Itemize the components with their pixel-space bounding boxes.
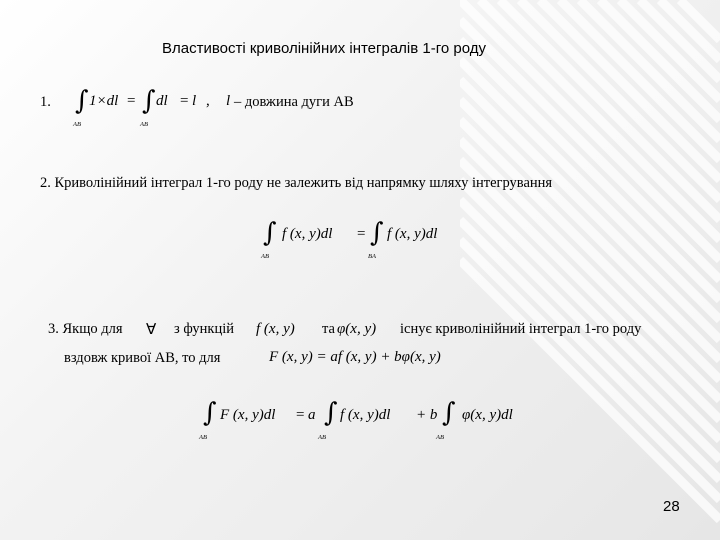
item3-eq: = (296, 407, 305, 423)
slide-title: Властивості криволінійних інтегралів 1-го роду (162, 40, 487, 57)
integral-sign: ∫ (142, 86, 156, 116)
item3-plus-b: + b (416, 407, 438, 423)
item3-phi-expr: φ(x, y) (337, 321, 377, 337)
integral-sign: ∫ (324, 398, 338, 428)
item3-integral-sub-3: AB (436, 434, 444, 441)
item3-text-exists: існує криволінійний інтеграл 1-го роду (400, 321, 642, 337)
item1-number: 1. (40, 94, 51, 110)
item3-coef-a: a (308, 407, 316, 423)
item3-f-expr: f (x, y) (256, 321, 295, 337)
item3-and-word: та (322, 321, 335, 337)
item2-integral-sub-1: AB (261, 253, 269, 260)
item1-rhs: l (192, 93, 197, 109)
item2-rhs: f (x, y)dl (387, 226, 438, 242)
item3-rhs: φ(x, y)dl (462, 407, 513, 423)
integral-sign: ∫ (203, 398, 217, 428)
integral-sign: ∫ (263, 218, 277, 248)
item3-integral-sub-2: AB (318, 434, 326, 441)
item1-lhs: 1×dl (89, 93, 119, 109)
item1-mid: dl (156, 93, 168, 109)
item2-eq: = (357, 226, 366, 242)
integral-sign: ∫ (75, 86, 89, 116)
item3-text-start: 3. Якщо для (48, 321, 123, 337)
item1-eq2: = (180, 93, 189, 109)
page-number: 28 (663, 498, 680, 515)
integral-sign: ∫ (370, 218, 384, 248)
item3-text-line2: вздовж кривої АВ, то для (64, 350, 221, 366)
item3-F-definition: F (x, y) = af (x, y) + bφ(x, y) (269, 349, 441, 365)
item3-text-funcs: з функцій (174, 321, 234, 337)
decorative-diagonal-stripes (460, 0, 720, 540)
integral-sign: ∫ (442, 398, 456, 428)
item3-integral-sub-1: AB (199, 434, 207, 441)
item1-def-var: l (226, 93, 231, 109)
item1-def-text: – довжина дуги АВ (234, 94, 354, 110)
item2-text: 2. Криволінійний інтеграл 1-го роду не залежить від напрямку шляху інтегрування (40, 175, 553, 191)
item2-integral-sub-2: BA (368, 253, 376, 260)
item3-mid: f (x, y)dl (340, 407, 391, 423)
item1-comma: , (206, 93, 210, 109)
item2-lhs: f (x, y)dl (282, 226, 333, 242)
item1-integral-sub-2: AB (140, 121, 148, 128)
item1-integral-sub-1: AB (73, 121, 81, 128)
forall-symbol: ∀ (146, 322, 157, 338)
item3-lhs: F (x, y)dl (220, 407, 276, 423)
item1-eq1: = (127, 93, 136, 109)
